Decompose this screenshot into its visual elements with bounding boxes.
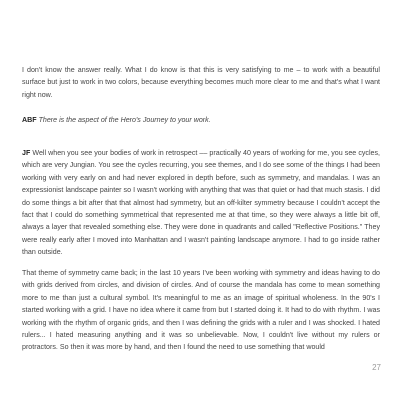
paragraph-text: That theme of symmetry came back; in the last 10 years I've been working with symmetry and ideas having to do with grids derived from circles, and division of circles. And of course the mandala has come to mean something more to me than just a cultural symbol. It's meaningful to me as an image of spiritual wholeness. In the 90's I started working with a grid. I have no idea where it came from but I started doing it. It had to do with rhythm. I was working with the rhythm of organic grids, and then I was defining the grids with a ruler and I was shocked. I hated rulers... I hated measuring anything and it was so unbelievable. Now, I couldn't live without my rulers or protractors. So then it was more by hand, and then I found the need to use something that would xyxy=(22,269,380,352)
paragraph-question xyxy=(22,114,380,126)
page-number: 27 xyxy=(372,363,381,372)
paragraph-answer-intro xyxy=(22,64,380,101)
document-page xyxy=(22,0,380,401)
paragraph-text: Well when you see your bodies of work in retrospect –– practically 40 years of working for me, you see cycles, which are very Jungian. You see the cycles recurring, you see themes, and I do see some of the things I had been working with very early on and had never explored in depth before, such as symmetry, and mandalas. I was an expressionist landscape painter so I wasn't working with anything that was that quiet or had that much stasis. I did do some things a bit after that that almost had symmetry, but an off-kilter symmetry because I couldn't accept the fact that I could do something symmetrical that represented me at that time, so they were always a little bit off, always a layer that revealed something else. They were done in quadrants and called "Reflective Positions." They were really early after I moved into Manhattan and I wasn't painting landscape anymore. I had to go inside rather than outside. xyxy=(22,149,380,257)
paragraph-continuation xyxy=(22,267,380,354)
speaker-label: JF xyxy=(22,149,33,157)
paragraph-answer xyxy=(22,147,380,259)
question-text: There is the aspect of the Hero's Journey to your work. xyxy=(38,116,211,124)
paragraph-text: I don't know the answer really. What I do know is that this is very satisfying to me – to work with a beautiful surface but just to work in two colors, because everything becomes much more clear to me and that's what I want right now. xyxy=(22,66,380,99)
speaker-label: ABF xyxy=(22,116,39,124)
